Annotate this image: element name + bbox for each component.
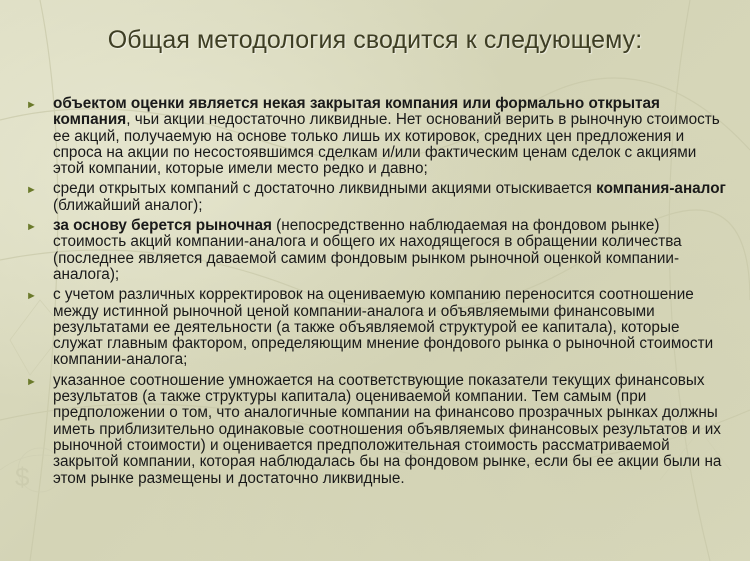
item-text-bold: компания-аналог [596,180,726,198]
list-item [26,96,726,177]
list-item [26,287,726,368]
slide-title: Общая методология сводится к следующему: [107,26,643,54]
item-text-bold: за основу берется рыночная [53,217,272,235]
svg-text:$: $ [15,462,30,492]
item-text: указанное соотношение умножается на соответствующие показатели текущих финансовых результатов (а также структуры капитала) оцениваемой компании. Тем самым (при предположении о том, что аналогичные компании на финансово прозрачных рынках должны иметь приблизительно одинаковые соотношения объявляемых финансовых результатов и их рыночной стоимости) и оценивается предположительная стоимость рассматриваемой закрытой компании, которая наблюдалась бы на фондовом рынке, если бы ее акции были на этом рынке размещены и достаточно ликвидные. [53,371,722,487]
list-item [26,181,726,214]
bullet-arrow-icon: ► [26,221,37,234]
item-text-bold: объектом оценки является некая закрытая компания или формально открытая компания [53,95,660,129]
list-item [26,373,726,487]
list-item [26,218,726,283]
item-text: с учетом различных корректировок на оцениваемую компанию переносится соотношение между истинной рыночной ценой компании-аналога и объявляемыми финансовыми результатами ее деятельности (а также объявляемой структурой ее капитала), которые служат главным фактором, определяющим мнение фондового рынка о рыночной стоимости компании-аналога; [53,286,714,369]
item-text: (ближайший аналог); [53,196,203,214]
item-text: среди открытых компаний с достаточно ликвидными акциями отыскивается [53,180,597,198]
item-text: , чьи акции недостаточно ликвидные. Нет оснований верить в рыночную стоимость ее акций, получаемую на основе только лишь их котировок, средних цен предложения и спроса на акции по несостоявшимся сделкам и/или фактическим ценам сделок с акциями этой компании, которые имели место редко и давно; [53,111,720,178]
bullet-arrow-icon: ► [26,290,37,303]
bullet-arrow-icon: ► [26,184,37,197]
item-text: (непосредственно наблюдаемая на фондовом рынке) стоимость акций компании-аналога и общего их находящегося в обращении количества (последнее является даваемой самим фондовым рынком рыночной оценкой компании-аналога); [53,217,682,283]
bullet-list [26,96,726,491]
bullet-arrow-icon: ► [26,99,37,111]
bullet-arrow-icon: ► [26,375,37,388]
